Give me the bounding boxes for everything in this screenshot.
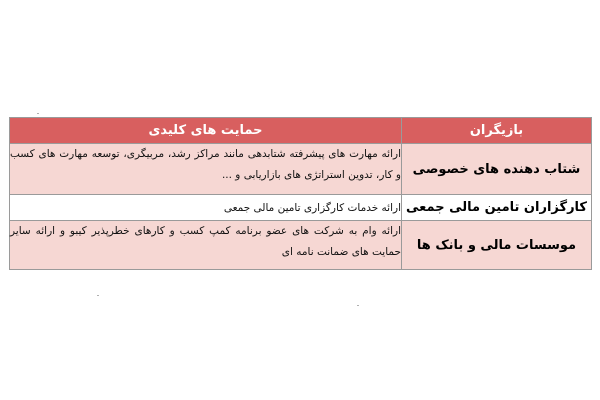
support-cell: ارائه مهارت های پیشرفته شتابدهی مانند مراکز رشد، مربیگری، توسعه مهارت های کسب و کار، تدوین استراتژی های بازاریابی و ... [10, 144, 402, 195]
actor-cell: موسسات مالی و بانک ها [402, 221, 592, 270]
header-key-support: حمایت های کلیدی [10, 118, 402, 144]
scan-speck [357, 305, 359, 306]
table-row [10, 144, 592, 195]
support-cell: ارائه خدمات کارگزاری تامین مالی جمعی [10, 195, 402, 221]
scan-speck [97, 295, 99, 296]
actor-cell: کارگزاران تامین مالی جمعی [402, 195, 592, 221]
table-header-row [10, 118, 592, 144]
table-row [10, 221, 592, 270]
table-row [10, 195, 592, 221]
scan-speck [37, 113, 39, 114]
header-actors: بازیگران [402, 118, 592, 144]
actors-support-table [9, 117, 592, 270]
actor-cell: شتاب دهنده های خصوصی [402, 144, 592, 195]
support-cell: ارائه وام به شرکت های عضو برنامه کمپ کسب و کارهای خطرپذیر کیبو و ارائه سایر حمایت های ضمانت نامه ای [10, 221, 402, 270]
